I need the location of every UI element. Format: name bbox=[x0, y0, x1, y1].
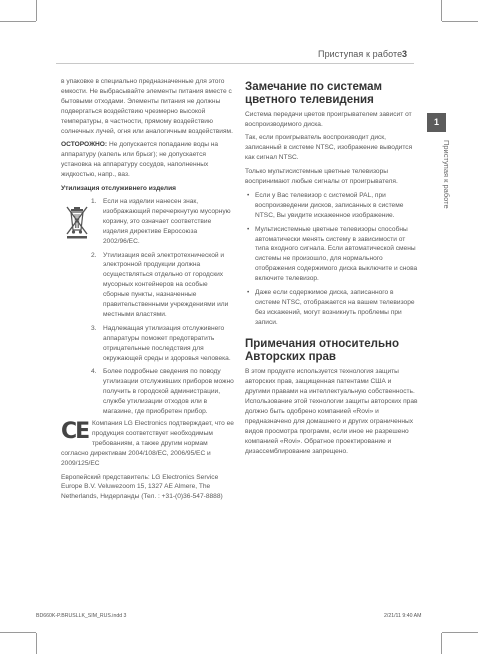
running-header: Приступая к работе bbox=[318, 49, 403, 59]
list-item: 4. Более подробные сведения по поводу утилизации отслуживших приборов можно получить в городской администрации, службе утилизации отходов или в магазине, где приобретен прибор. bbox=[91, 368, 234, 416]
chapter-side-label: Приступая к работе bbox=[442, 140, 451, 209]
battery-paragraph: в упаковке в специально предназначенные для этого емкости. Не выбрасывайте элементы питания вместе с бытовыми отходами. Элементы питания не должны подвергаться воздействию чрезмерно высокой температуры, в частности, прямому воздействию солнечных лучей, огня или аналогичным воздействиям. bbox=[61, 78, 233, 135]
copyright-paragraph: В этом продукте используется технология защиты авторских прав, защищенная патентами США и другими правами на интеллектуальную собственность. Использование этой технологии защиты авторских прав должно быть одобрено компанией «Rovi» и предназначено для домашнего и других ограниченных видов просмотра программ, если иное не разрешено компанией «Rovi». Обратное проектирование и дизассемблирование запрещено. bbox=[245, 368, 418, 455]
tv-heading: Замечание по системам цветного телевидения bbox=[245, 81, 383, 106]
list-item: 2. Утилизация всей электротехнической и электронной продукции должна осуществляться отдельно от городских мусорных контейнеров на особые сборные пункты, назначенные правительственными учреждениями или местными властями. bbox=[91, 251, 229, 318]
list-item: 1. Если на изделии нанесен знак, изображающий перечеркнутую мусорную корзину, это означает соответствие изделия директиве Евросоюза 2002/96/EC. bbox=[91, 197, 231, 245]
eu-representative: Европейский представитель: LG Electronics Service Europe B.V. Veluwezoom 15, 1327 AE Almere, The Netherlands, Нидерланды (Тел. : +31-(0)36-547-8888) bbox=[61, 473, 223, 501]
caution-label: ОСТОРОЖНО: bbox=[61, 141, 108, 149]
caution-paragraph: ОСТОРОЖНО: Не допускается попадание воды на аппаратуру (капель или брызг); не допускается установка на аппаратуру сосудов, наполненных жидкостью, напр., ваз. bbox=[61, 141, 219, 179]
footer-timestamp: 2/21/11 9:40 AM bbox=[384, 613, 422, 619]
footer-filename: BD660K-P.BRUSLLK_SIM_RUS.indd 3 bbox=[36, 613, 127, 619]
tv-paragraph-1: Система передачи цветов проигрывателем зависит от воспроизводимого диска. bbox=[245, 110, 412, 128]
disposal-list bbox=[91, 197, 234, 417]
ce-section bbox=[61, 419, 234, 469]
list-item: • Если у Вас телевизор с системой PAL, при воспроизведении дисков, записанных в системе NTSC, Вы увидите искаженное изображение. bbox=[247, 191, 404, 219]
disposal-section bbox=[61, 197, 234, 417]
ce-logo: CE bbox=[61, 419, 89, 444]
ce-declaration: Компания LG Electronics подтверждает, что ее продукция соответствует необходимым требованиям, а также другим нормам согласно директивам 2004/108/EC, 2006/95/EC и 2009/125/EC bbox=[61, 420, 234, 467]
left-column bbox=[61, 77, 234, 506]
right-column bbox=[245, 81, 418, 460]
page-number: 3 bbox=[402, 49, 408, 59]
copyright-heading: Примечания относительно Авторских прав bbox=[245, 337, 399, 363]
crossed-bin-icon bbox=[64, 203, 90, 239]
list-item: 3. Надлежащая утилизация отслуживнего аппаратуры поможет предотвратить отрицательные последствия для окружающей среды и здоровья человека. bbox=[91, 324, 231, 362]
tv-paragraph-2: Так, если проигрыватель воспроизводит диск, записанный в системе NTSC, изображение выводится как сигнал NTSC. bbox=[245, 134, 413, 162]
header-rule bbox=[56, 63, 414, 64]
tv-bullet-list bbox=[245, 191, 418, 328]
disposal-heading: Утилизация отслуживнего изделия bbox=[61, 185, 177, 193]
chapter-tab: 1 bbox=[427, 113, 446, 132]
tv-paragraph-3: Только мультисистемные цветные телевизоры воспринимают любые сигналы от проигрывателя. bbox=[245, 168, 398, 186]
list-item: • Мультисистемные цветные телевизоры способны автоматически менять систему в зависимости от типа входного сигнала. Если автоматической смены системы не произошло, для нормального отображения содержимого диска выключите и снова включите телевизор. bbox=[247, 225, 418, 283]
list-item: • Даже если содержимое диска, записанного в системе NTSC, отображается на вашем телевизоре без искажений, могут возникнуть проблемы при записи. bbox=[247, 289, 415, 326]
